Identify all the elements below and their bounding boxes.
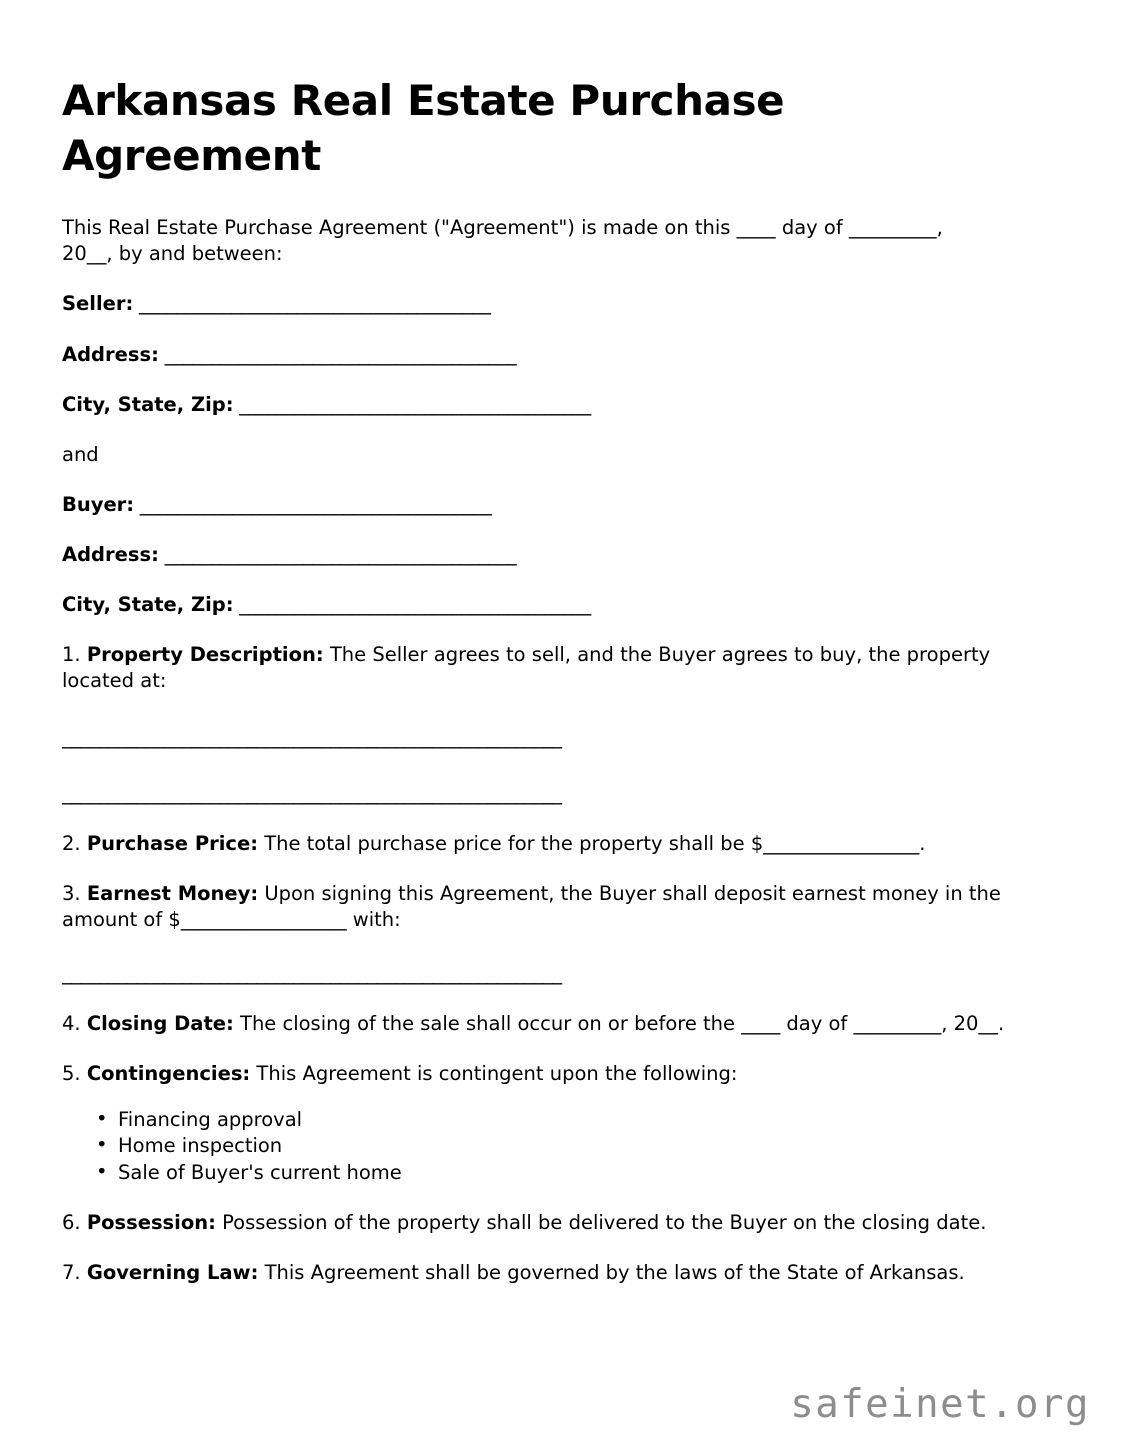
property-description-blank-1[interactable]: ______________________________________________________ <box>62 725 562 749</box>
seller-citystatezip-blank[interactable]: ______________________________________ <box>233 392 591 416</box>
buyer-citystatezip-blank[interactable]: ______________________________________ <box>233 593 591 617</box>
clause-purchase-price <box>62 831 1062 857</box>
clause-4-heading: Closing Date: <box>86 1012 234 1036</box>
contingency-item-label: Sale of Buyer's current home <box>118 1160 402 1184</box>
clause-2-number: 2. <box>62 831 87 855</box>
seller-citystatezip-field <box>62 392 1062 418</box>
buyer-name-field <box>62 492 1062 518</box>
clause-2-body: The total purchase price for the property shall be $________________. <box>258 831 926 855</box>
page-title: Arkansas Real Estate Purchase Agreement <box>62 76 785 180</box>
clause-6-body: Possession of the property shall be delivered to the Buyer on the closing date. <box>215 1210 987 1234</box>
watermark: safeinet.org <box>790 1382 1090 1427</box>
contingency-item-label: Home inspection <box>118 1134 283 1158</box>
list-item <box>96 1159 1062 1186</box>
clause-1-number: 1. <box>62 643 87 667</box>
seller-name-blank[interactable]: ______________________________________ <box>133 292 491 316</box>
clause-1-body: The Seller agrees to sell, and the Buyer agrees to buy, the property located at: <box>62 643 991 693</box>
clause-earnest-money <box>62 881 1062 933</box>
clause-6-heading: Possession: <box>86 1210 216 1234</box>
clause-closing-date <box>62 1011 1062 1037</box>
clause-possession <box>62 1210 1062 1236</box>
seller-address-blank[interactable]: ______________________________________ <box>158 342 517 366</box>
clause-3-number: 3. <box>62 881 87 905</box>
clause-7-number: 7. <box>62 1260 87 1284</box>
bullet-icon: • <box>96 1159 108 1183</box>
contingency-item-label: Financing approval <box>118 1108 303 1132</box>
seller-citystatezip-label: City, State, Zip: <box>62 392 234 416</box>
and-connector: and <box>62 442 99 466</box>
intro-paragraph: This Real Estate Purchase Agreement ("Agreement") is made on this ____ day of _________, 20__, by and between: <box>62 216 943 266</box>
clause-1-heading: Property Description: <box>86 643 324 667</box>
list-item <box>96 1107 1062 1133</box>
clause-3-heading: Earnest Money: <box>86 881 259 905</box>
buyer-citystatezip-label: City, State, Zip: <box>62 593 234 617</box>
bullet-icon: • <box>96 1133 108 1157</box>
clause-5-body: This Agreement is contingent upon the following: <box>250 1062 738 1086</box>
clause-7-body: This Agreement shall be governed by the laws of the State of Arkansas. <box>258 1260 965 1284</box>
clause-5-heading: Contingencies: <box>86 1062 251 1086</box>
clause-contingencies <box>62 1061 1062 1087</box>
buyer-address-field <box>62 542 1062 568</box>
clause-6-number: 6. <box>62 1210 87 1234</box>
clause-3-body: Upon signing this Agreement, the Buyer shall deposit earnest money in the amount of $_________________ with: <box>62 881 1001 932</box>
clause-4-number: 4. <box>62 1012 87 1036</box>
clause-7-heading: Governing Law: <box>86 1260 259 1284</box>
buyer-address-blank[interactable]: ______________________________________ <box>158 543 517 567</box>
seller-name-field <box>62 291 1062 317</box>
seller-address-label: Address: <box>62 342 159 366</box>
seller-name-label: Seller: <box>62 292 134 316</box>
clause-5-number: 5. <box>62 1062 87 1086</box>
contingency-list <box>62 1107 1062 1186</box>
buyer-address-label: Address: <box>62 543 159 567</box>
clause-property-description <box>62 642 1062 694</box>
clause-4-body: The closing of the sale shall occur on or before the ____ day of _________, 20__. <box>233 1012 1005 1036</box>
clause-2-heading: Purchase Price: <box>86 831 258 855</box>
bullet-icon: • <box>96 1107 108 1131</box>
buyer-name-label: Buyer: <box>62 492 135 516</box>
list-item <box>96 1133 1062 1159</box>
clause-governing-law <box>62 1260 1062 1286</box>
buyer-citystatezip-field <box>62 592 1062 618</box>
property-description-blank-2[interactable]: ______________________________________________________ <box>62 781 562 805</box>
earnest-money-blank-1[interactable]: ______________________________________________________ <box>62 962 562 986</box>
seller-address-field <box>62 342 1062 368</box>
buyer-name-blank[interactable]: ______________________________________ <box>134 492 492 516</box>
